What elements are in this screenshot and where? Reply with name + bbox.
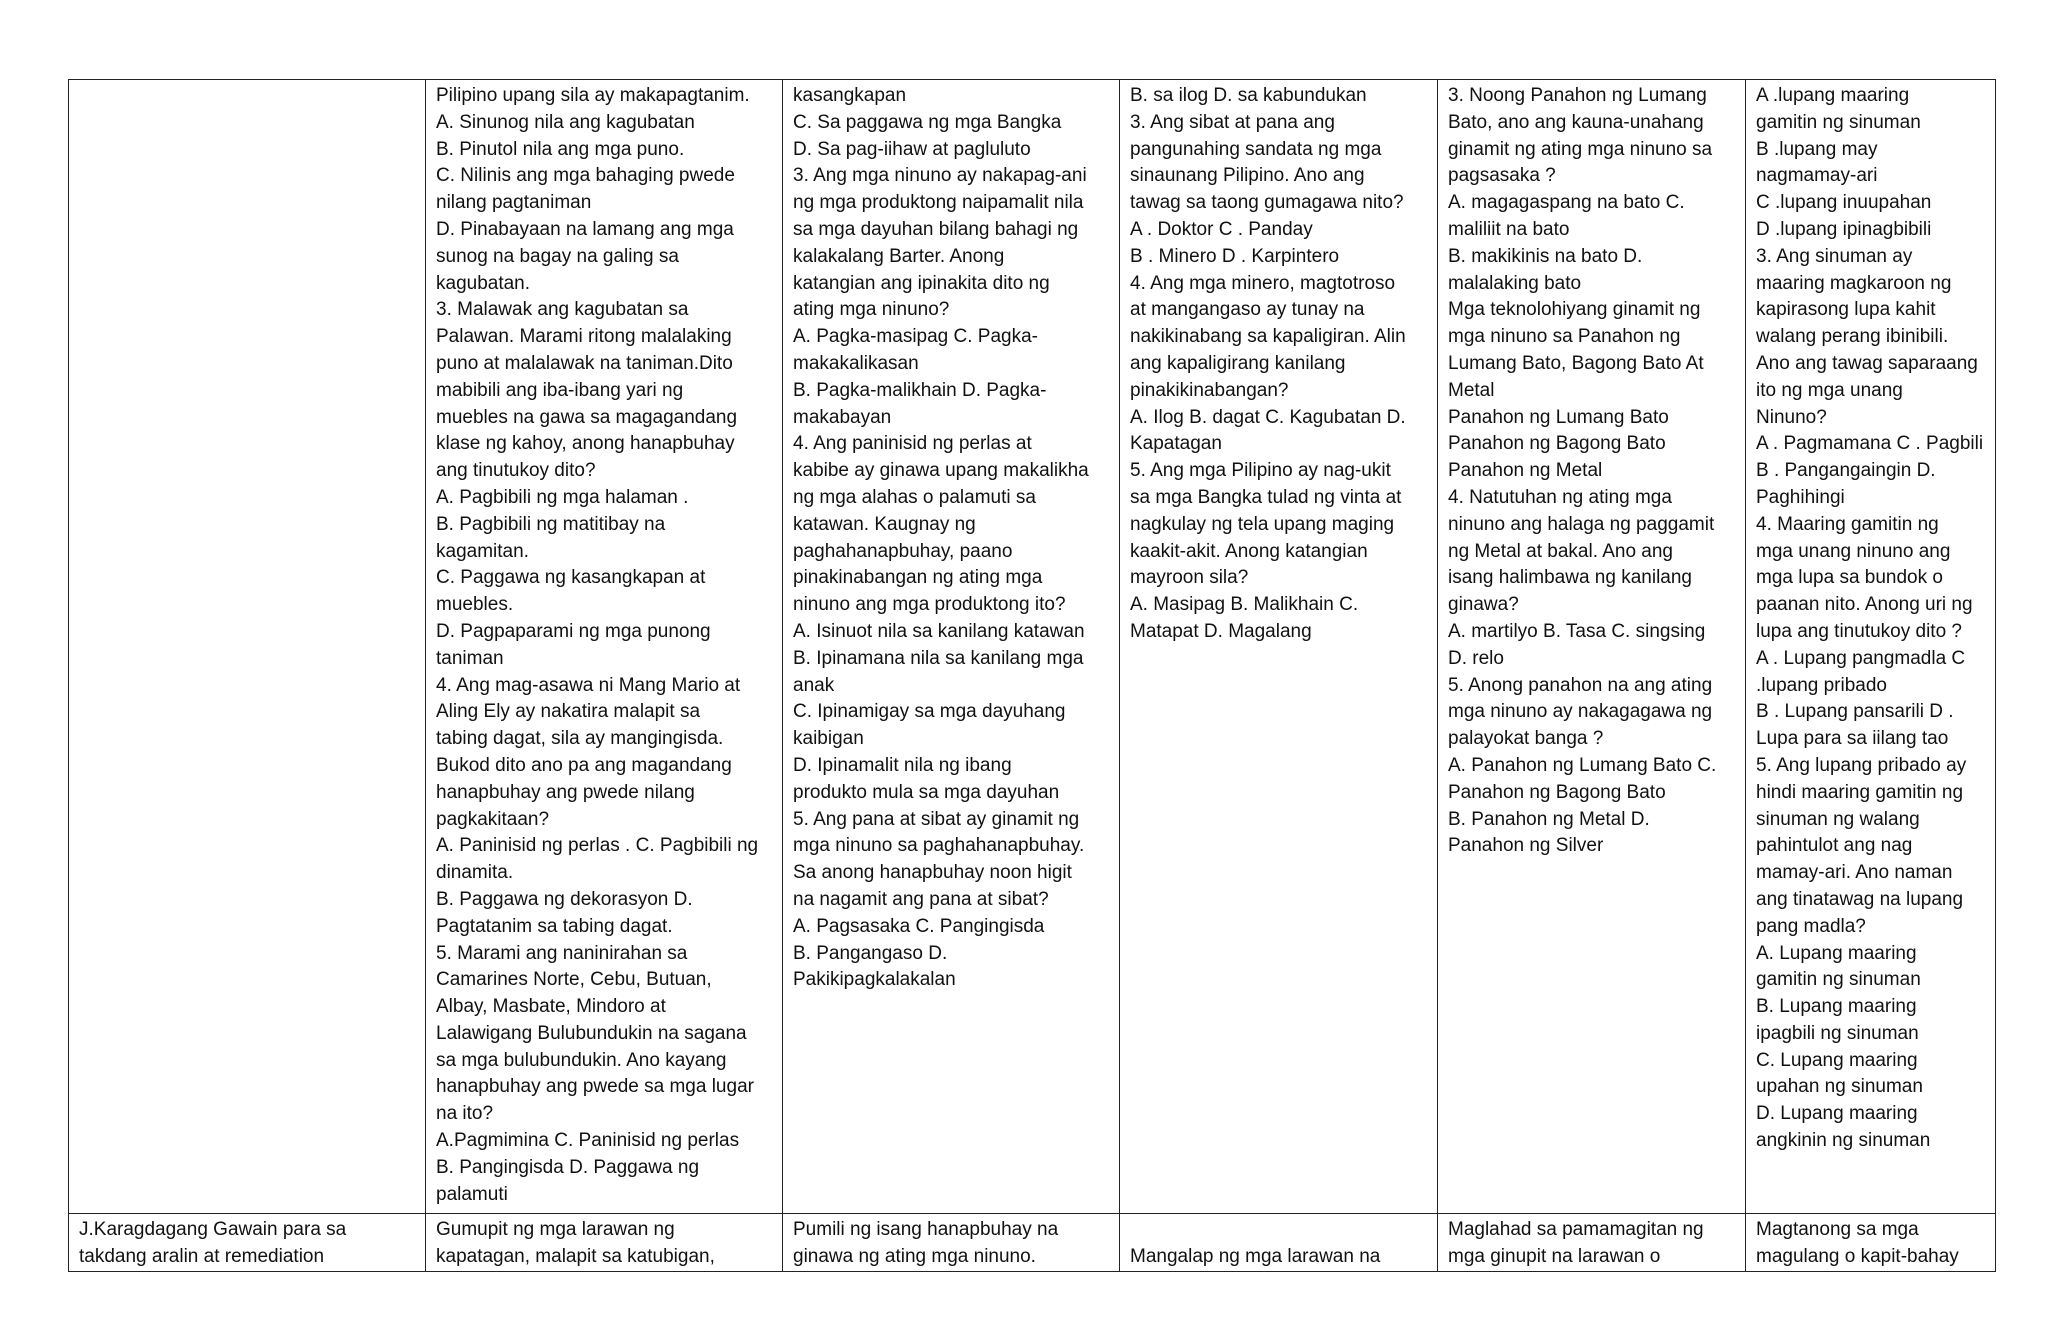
text-line: gamitin ng sinuman: [1756, 111, 1921, 133]
text-line: Palawan. Marami ritong malalaking: [436, 326, 732, 348]
text-line: kabibe ay ginawa upang makalikha: [793, 460, 1089, 482]
text-line: muebles.: [436, 594, 514, 616]
text-line: Pilipino upang sila ay makapagtanim.: [436, 85, 750, 106]
text-line: A. Masipag B. Malikhain C.: [1130, 594, 1359, 616]
text-line: Ninuno?: [1756, 406, 1827, 428]
text-line: mamay-ari. Ano naman: [1756, 862, 1953, 884]
text-line: upahan ng sinuman: [1756, 1076, 1923, 1098]
table-row-karagdagang-gawain: [69, 1214, 1996, 1272]
text-line: A. Paninisid ng perlas . C. Pagbibili ng: [436, 835, 759, 857]
table-cell: [783, 1214, 1120, 1272]
text-line: Matapat D. Magalang: [1130, 620, 1312, 642]
text-line: C. Paggawa ng kasangkapan at: [436, 567, 706, 589]
text-line: B . Pangangaingin D.: [1756, 460, 1936, 482]
text-line: ginawa ng ating mga ninuno.: [793, 1245, 1036, 1267]
text-line: makakalikasan: [793, 352, 919, 374]
text-line: nilang pagtaniman: [436, 192, 592, 214]
text-line: hanapbuhay ang pwede sa mga lugar: [436, 1076, 754, 1098]
text-line: B. Pangingisda D. Paggawa ng: [436, 1156, 700, 1178]
text-line: palamuti: [436, 1183, 508, 1205]
text-line: tabing dagat, sila ay mangingisda.: [436, 728, 724, 750]
text-line: 3. Noong Panahon ng Lumang: [1448, 85, 1707, 106]
text-line: taniman: [436, 647, 504, 669]
text-line: ninuno ang halaga ng paggamit: [1448, 513, 1715, 535]
text-line: J.Karagdagang Gawain para sa: [79, 1219, 347, 1240]
text-line: Panahon ng Metal: [1448, 460, 1603, 482]
text-line: A. magagaspang na bato C.: [1448, 192, 1685, 214]
text-line: sa mga Bangka tulad ng vinta at: [1130, 486, 1402, 508]
text-line: kagubatan.: [436, 272, 531, 294]
text-line: kalakalang Barter. Anong: [793, 245, 1005, 267]
text-line: Panahon ng Bagong Bato: [1448, 433, 1666, 455]
text-line: A . Lupang pangmadla C: [1756, 647, 1966, 669]
text-line: hanapbuhay ang pwede nilang: [436, 781, 695, 803]
table-cell: [69, 1214, 426, 1272]
table-cell: [1120, 80, 1438, 1214]
text-line: palayokat banga ?: [1448, 728, 1604, 750]
text-line: 5. Ang pana at sibat ay ginamit ng: [793, 808, 1080, 830]
text-line: ito ng mga unang: [1756, 379, 1903, 401]
text-line: C. Lupang maaring: [1756, 1049, 1918, 1071]
text-line: A. Panahon ng Lumang Bato C.: [1448, 754, 1717, 776]
text-line: 5. Marami ang naninirahan sa: [436, 942, 688, 964]
table-row-questions: [69, 80, 1996, 1214]
text-line: B .lupang may: [1756, 138, 1878, 160]
text-line: 3. Ang mga ninuno ay nakapag-ani: [793, 165, 1087, 187]
text-line: 4. Natutuhan ng ating mga: [1448, 486, 1672, 508]
text-line: C. Nilinis ang mga bahaging pwede: [436, 165, 735, 187]
text-line: ng mga produktong naipamalit nila: [793, 192, 1084, 214]
text-line: pagsasaka ?: [1448, 165, 1556, 187]
text-line: klase ng kahoy, anong hanapbuhay: [436, 433, 735, 455]
text-line: paanan nito. Anong uri ng: [1756, 594, 1973, 616]
text-line: Bukod dito ano pa ang magandang: [436, 754, 732, 776]
text-line: Lumang Bato, Bagong Bato At: [1448, 352, 1704, 374]
text-line: kapirasong lupa kahit: [1756, 299, 1936, 321]
text-line: D. Pagpaparami ng mga punong: [436, 620, 711, 642]
text-line: nakikinabang sa kapaligiran. Alin: [1130, 326, 1406, 348]
text-line: ipagbili ng sinuman: [1756, 1022, 1919, 1044]
text-line: D. relo: [1448, 647, 1504, 669]
text-line: Bato, ano ang kauna-unahang: [1448, 111, 1704, 133]
text-line: dinamita.: [436, 862, 514, 884]
text-line: 4. Ang paninisid ng perlas at: [793, 433, 1032, 455]
text-line: A . Pagmamana C . Pagbili: [1756, 433, 1984, 455]
text-line: mga ninuno ay nakagagawa ng: [1448, 701, 1713, 723]
text-line: A. Pagbibili ng mga halaman .: [436, 486, 689, 508]
text-line: anak: [793, 674, 835, 696]
text-line: 3. Ang sibat at pana ang: [1130, 111, 1335, 133]
text-line: ating mga ninuno?: [793, 299, 950, 321]
table-cell: [69, 80, 426, 1214]
text-line: A. Pagsasaka C. Pangingisda: [793, 915, 1045, 937]
text-line: mga ninuno sa paghahanapbuhay.: [793, 835, 1085, 857]
text-line: Lupa para sa iilang tao: [1756, 728, 1949, 750]
text-line: C. Ipinamigay sa mga dayuhang: [793, 701, 1066, 723]
text-line: pinakinabangan ng ating mga: [793, 567, 1043, 589]
text-line: A . Doktor C . Panday: [1130, 218, 1313, 240]
text-line: D. Pinabayaan na lamang ang mga: [436, 218, 734, 240]
table-cell: [1438, 80, 1746, 1214]
text-line: puno at malalawak na taniman.Dito: [436, 352, 733, 374]
table-cell: [1746, 1214, 1996, 1272]
text-line: B. Pagbibili ng matitibay na: [436, 513, 666, 535]
text-line: 4. Maaring gamitin ng: [1756, 513, 1939, 535]
text-line: ginamit ng ating mga ninuno sa: [1448, 138, 1713, 160]
text-line: A. martilyo B. Tasa C. singsing: [1448, 620, 1706, 642]
text-line: mga ginupit na larawan o: [1448, 1245, 1661, 1267]
text-line: Ano ang tawag saparaang: [1756, 352, 1978, 374]
text-line: Panahon ng Bagong Bato: [1448, 781, 1666, 803]
text-line: .lupang pribado: [1756, 674, 1887, 696]
text-line: mga ninuno sa Panahon ng: [1448, 326, 1681, 348]
text-line: produkto mula sa mga dayuhan: [793, 781, 1060, 803]
text-line: maliliit na bato: [1448, 218, 1570, 240]
text-line: ginawa?: [1448, 594, 1519, 616]
text-line: ang kapaligirang kanilang: [1130, 352, 1346, 374]
table-cell: [1120, 1214, 1438, 1272]
text-line: kaibigan: [793, 728, 864, 750]
text-line: ninuno ang mga produktong ito?: [793, 594, 1066, 616]
text-line: maaring magkaroon ng: [1756, 272, 1952, 294]
text-line: Sa anong hanapbuhay noon higit: [793, 862, 1072, 884]
text-line: 5. Ang mga Pilipino ay nag-ukit: [1130, 460, 1391, 482]
text-line: A.Pagmimina C. Paninisid ng perlas: [436, 1130, 740, 1152]
text-line: katawan. Kaugnay ng: [793, 513, 976, 535]
text-line: Pakikipagkalakalan: [793, 969, 956, 991]
text-line: Lalawigang Bulubundukin na sagana: [436, 1022, 747, 1044]
text-line: mga unang ninuno ang: [1756, 540, 1951, 562]
text-line: kagamitan.: [436, 540, 529, 562]
text-line: magulang o kapit-bahay: [1756, 1245, 1959, 1267]
text-line: 4. Ang mag-asawa ni Mang Mario at: [436, 674, 741, 696]
text-line: tawag sa taong gumagawa nito?: [1130, 192, 1404, 214]
text-line: sunog na bagay na galing sa: [436, 245, 679, 267]
text-line: takdang aralin at remediation: [79, 1245, 325, 1267]
text-line: A .lupang maaring: [1756, 85, 1910, 106]
text-line: 3. Ang sinuman ay: [1756, 245, 1913, 267]
text-line: nagkulay ng tela upang maging: [1130, 513, 1395, 535]
text-line: C .lupang inuupahan: [1756, 192, 1932, 214]
text-line: A. Pagka-masipag C. Pagka-: [793, 326, 1039, 348]
text-line: Mangalap ng mga larawan na: [1130, 1245, 1381, 1267]
text-line: Mga teknolohiyang ginamit ng: [1448, 299, 1701, 321]
text-line: Panahon ng Lumang Bato: [1448, 406, 1669, 428]
text-line: kapatagan, malapit sa katubigan,: [436, 1245, 715, 1267]
text-line: pang madla?: [1756, 915, 1866, 937]
text-line: ang tinatawag na lupang: [1756, 888, 1964, 910]
text-line: mayroon sila?: [1130, 567, 1249, 589]
text-line: A. Sinunog nila ang kagubatan: [436, 111, 695, 133]
text-line: Pumili ng isang hanapbuhay na: [793, 1219, 1059, 1240]
text-line: at mangangaso ay tunay na: [1130, 299, 1365, 321]
text-line: B. Pangangaso D.: [793, 942, 948, 964]
text-line: B. makikinis na bato D.: [1448, 245, 1643, 267]
text-line: na nagamit ang pana at sibat?: [793, 888, 1049, 910]
text-line: malalaking bato: [1448, 272, 1582, 294]
text-line: Aling Ely ay nakatira malapit sa: [436, 701, 701, 723]
text-line: 5. Anong panahon na ang ating: [1448, 674, 1713, 696]
text-line: C. Sa paggawa ng mga Bangka: [793, 111, 1062, 133]
text-line: A. Lupang maaring: [1756, 942, 1917, 964]
text-line: makabayan: [793, 406, 892, 428]
text-line: B. Ipinamana nila sa kanilang mga: [793, 647, 1084, 669]
text-line: B. Pagka-malikhain D. Pagka-: [793, 379, 1047, 401]
table-cell: [783, 80, 1120, 1214]
text-line: D .lupang ipinagbibili: [1756, 218, 1932, 240]
table-cell: [426, 80, 783, 1214]
text-line: A. Ilog B. dagat C. Kagubatan D.: [1130, 406, 1406, 428]
text-line: Pagtatanim sa tabing dagat.: [436, 915, 673, 937]
text-line: sa mga bulubundukin. Ano kayang: [436, 1049, 727, 1071]
text-line: angkinin ng sinuman: [1756, 1130, 1931, 1152]
text-line: 5. Ang lupang pribado ay: [1756, 754, 1967, 776]
text-line: Gumupit ng mga larawan ng: [436, 1219, 675, 1240]
text-line: Albay, Masbate, Mindoro at: [436, 996, 666, 1018]
text-line: mga lupa sa bundok o: [1756, 567, 1943, 589]
table-cell: [1438, 1214, 1746, 1272]
text-line: B . Minero D . Karpintero: [1130, 245, 1340, 267]
text-line: pahintulot ang nag: [1756, 835, 1913, 857]
text-line: pagkakitaan?: [436, 808, 550, 830]
text-line: D. Ipinamalit nila ng ibang: [793, 754, 1012, 776]
text-line: B. Paggawa ng dekorasyon D.: [436, 888, 693, 910]
text-line: B. sa ilog D. sa kabundukan: [1130, 85, 1367, 106]
text-line: 3. Malawak ang kagubatan sa: [436, 299, 689, 321]
text-line: gamitin ng sinuman: [1756, 969, 1921, 991]
text-line: na ito?: [436, 1103, 494, 1125]
text-line: B. Lupang maaring: [1756, 996, 1917, 1018]
text-line: nagmamay-ari: [1756, 165, 1878, 187]
text-line: D. Sa pag-iihaw at pagluluto: [793, 138, 1031, 160]
text-line: kasangkapan: [793, 85, 907, 106]
text-line: ang tinutukoy dito?: [436, 460, 596, 482]
table-cell: [426, 1214, 783, 1272]
text-line: mabibili ang iba-ibang yari ng: [436, 379, 684, 401]
text-line: muebles na gawa sa magagandang: [436, 406, 738, 428]
text-line: katangian ang ipinakita dito ng: [793, 272, 1050, 294]
text-line: paghahanapbuhay, paano: [793, 540, 1013, 562]
text-line: walang perang ibinibili.: [1756, 326, 1949, 348]
text-line: hindi maaring gamitin ng: [1756, 781, 1964, 803]
text-line: D. Lupang maaring: [1756, 1103, 1918, 1125]
text-line: sa mga dayuhan bilang bahagi ng: [793, 218, 1079, 240]
text-line: Camarines Norte, Cebu, Butuan,: [436, 969, 712, 991]
text-line: pinakikinabangan?: [1130, 379, 1289, 401]
table-cell: [1746, 80, 1996, 1214]
text-line: Metal: [1448, 379, 1495, 401]
lesson-plan-table: [68, 79, 1996, 1272]
text-line: pangunahing sandata ng mga: [1130, 138, 1382, 160]
text-line: Panahon ng Silver: [1448, 835, 1604, 857]
text-line: kaakit-akit. Anong katangian: [1130, 540, 1368, 562]
text-line: sinuman ng walang: [1756, 808, 1920, 830]
text-line: Maglahad sa pamamagitan ng: [1448, 1219, 1704, 1240]
text-line: Kapatagan: [1130, 433, 1222, 455]
text-line: Paghihingi: [1756, 486, 1845, 508]
text-line: B . Lupang pansarili D .: [1756, 701, 1954, 723]
text-line: B. Panahon ng Metal D.: [1448, 808, 1650, 830]
text-line: ng mga alahas o palamuti sa: [793, 486, 1036, 508]
text-line: sinaunang Pilipino. Ano ang: [1130, 165, 1365, 187]
text-line: ng Metal at bakal. Ano ang: [1448, 540, 1673, 562]
text-line: A. Isinuot nila sa kanilang katawan: [793, 620, 1085, 642]
text-line: 4. Ang mga minero, magtotroso: [1130, 272, 1396, 294]
text-line: [1130, 1217, 1427, 1244]
text-line: isang halimbawa ng kanilang: [1448, 567, 1692, 589]
text-line: lupa ang tinutukoy dito ?: [1756, 620, 1962, 642]
text-line: Magtanong sa mga: [1756, 1219, 1919, 1240]
text-line: B. Pinutol nila ang mga puno.: [436, 138, 685, 160]
